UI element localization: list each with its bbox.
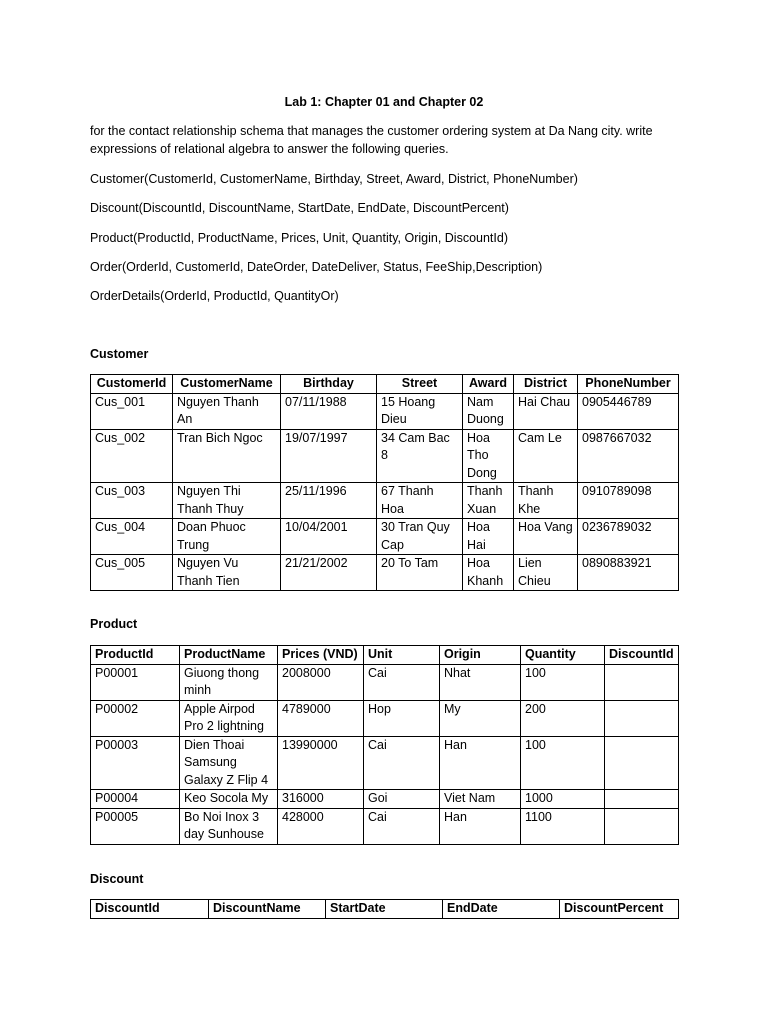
table-cell: P00002 bbox=[91, 700, 180, 736]
table-cell: Cus_002 bbox=[91, 429, 173, 483]
table-cell: Han bbox=[440, 736, 521, 790]
table-cell bbox=[605, 790, 679, 809]
schema-discount: Discount(DiscountId, DiscountName, StartDate, EndDate, DiscountPercent) bbox=[90, 201, 509, 215]
table-cell: Thanh Khe bbox=[514, 483, 578, 519]
table-cell: 67 Thanh Hoa bbox=[377, 483, 463, 519]
col-header: CustomerId bbox=[91, 375, 173, 394]
table-cell: 15 Hoang Dieu bbox=[377, 393, 463, 429]
table-cell: 21/21/2002 bbox=[281, 555, 377, 591]
table-cell: Cus_004 bbox=[91, 519, 173, 555]
schema-orderdetails: OrderDetails(OrderId, ProductId, QuantityOr) bbox=[90, 289, 339, 303]
table-cell: 20 To Tam bbox=[377, 555, 463, 591]
table-cell: 316000 bbox=[278, 790, 364, 809]
table-row bbox=[91, 429, 679, 483]
col-header: Award bbox=[463, 375, 514, 394]
table-cell: 30 Tran Quy Cap bbox=[377, 519, 463, 555]
table-cell: Thanh Xuan bbox=[463, 483, 514, 519]
table-cell: Apple Airpod Pro 2 lightning bbox=[180, 700, 278, 736]
intro-paragraph: for the contact relationship schema that manages the customer ordering system at Da Nang city. write expressions of relational algebra to answer the following queries. bbox=[90, 124, 653, 156]
table-cell: Cus_005 bbox=[91, 555, 173, 591]
col-header: Origin bbox=[440, 646, 521, 665]
table-cell: 200 bbox=[521, 700, 605, 736]
table-cell: Tran Bich Ngoc bbox=[173, 429, 281, 483]
table-cell: 13990000 bbox=[278, 736, 364, 790]
discount-header-row bbox=[91, 900, 679, 919]
schema-order: Order(OrderId, CustomerId, DateOrder, DateDeliver, Status, FeeShip,Description) bbox=[90, 260, 543, 274]
table-cell: 25/11/1996 bbox=[281, 483, 377, 519]
table-cell: Cai bbox=[364, 664, 440, 700]
table-cell: 4789000 bbox=[278, 700, 364, 736]
table-cell bbox=[605, 700, 679, 736]
table-row bbox=[91, 664, 679, 700]
table-cell: 1000 bbox=[521, 790, 605, 809]
col-header: StartDate bbox=[326, 900, 443, 919]
table-cell: Nguyen Vu Thanh Tien bbox=[173, 555, 281, 591]
table-cell: Nhat bbox=[440, 664, 521, 700]
discount-table bbox=[90, 899, 679, 919]
col-header: Street bbox=[377, 375, 463, 394]
table-row bbox=[91, 519, 679, 555]
col-header: Quantity bbox=[521, 646, 605, 665]
product-header-row bbox=[91, 646, 679, 665]
discount-heading: Discount bbox=[90, 872, 144, 886]
table-cell: Cus_001 bbox=[91, 393, 173, 429]
table-row bbox=[91, 483, 679, 519]
table-cell: 100 bbox=[521, 736, 605, 790]
table-cell: 0890883921 bbox=[578, 555, 679, 591]
table-cell: Hoa Tho Dong bbox=[463, 429, 514, 483]
table-cell: 0987667032 bbox=[578, 429, 679, 483]
table-cell: 2008000 bbox=[278, 664, 364, 700]
schema-customer: Customer(CustomerId, CustomerName, Birthday, Street, Award, District, PhoneNumber) bbox=[90, 172, 578, 186]
col-header: PhoneNumber bbox=[578, 375, 679, 394]
col-header: District bbox=[514, 375, 578, 394]
table-cell: My bbox=[440, 700, 521, 736]
table-cell bbox=[605, 736, 679, 790]
table-cell: 10/04/2001 bbox=[281, 519, 377, 555]
col-header: ProductName bbox=[180, 646, 278, 665]
table-cell: P00004 bbox=[91, 790, 180, 809]
table-row bbox=[91, 790, 679, 809]
table-cell: Hoa Hai bbox=[463, 519, 514, 555]
table-cell: 0236789032 bbox=[578, 519, 679, 555]
table-cell: Cai bbox=[364, 808, 440, 844]
col-header: EndDate bbox=[443, 900, 560, 919]
table-cell: Hoa Khanh bbox=[463, 555, 514, 591]
table-cell: Nguyen Thi Thanh Thuy bbox=[173, 483, 281, 519]
col-header: ProductId bbox=[91, 646, 180, 665]
table-cell: 0905446789 bbox=[578, 393, 679, 429]
table-cell: 0910789098 bbox=[578, 483, 679, 519]
col-header: Birthday bbox=[281, 375, 377, 394]
table-cell: P00005 bbox=[91, 808, 180, 844]
table-row bbox=[91, 700, 679, 736]
table-cell: Hoa Vang bbox=[514, 519, 578, 555]
table-row bbox=[91, 736, 679, 790]
table-cell: Viet Nam bbox=[440, 790, 521, 809]
table-cell: 1100 bbox=[521, 808, 605, 844]
table-cell: Nam Duong bbox=[463, 393, 514, 429]
table-cell: Cam Le bbox=[514, 429, 578, 483]
table-cell: 07/11/1988 bbox=[281, 393, 377, 429]
customer-heading: Customer bbox=[90, 347, 149, 361]
table-cell: Han bbox=[440, 808, 521, 844]
table-cell: Goi bbox=[364, 790, 440, 809]
table-cell bbox=[605, 664, 679, 700]
page-title: Lab 1: Chapter 01 and Chapter 02 bbox=[284, 95, 484, 109]
table-row bbox=[91, 393, 679, 429]
product-table bbox=[90, 645, 679, 845]
col-header: DiscountId bbox=[605, 646, 679, 665]
table-cell: Doan Phuoc Trung bbox=[173, 519, 281, 555]
product-heading: Product bbox=[90, 617, 138, 631]
table-cell: Keo Socola My bbox=[180, 790, 278, 809]
table-cell bbox=[605, 808, 679, 844]
table-cell: Hai Chau bbox=[514, 393, 578, 429]
table-cell: 34 Cam Bac 8 bbox=[377, 429, 463, 483]
col-header: Prices (VND) bbox=[278, 646, 364, 665]
table-cell: Lien Chieu bbox=[514, 555, 578, 591]
table-cell: Bo Noi Inox 3 day Sunhouse bbox=[180, 808, 278, 844]
customer-header-row bbox=[91, 375, 679, 394]
col-header: DiscountPercent bbox=[560, 900, 679, 919]
table-cell: Cai bbox=[364, 736, 440, 790]
table-cell: 100 bbox=[521, 664, 605, 700]
col-header: DiscountName bbox=[209, 900, 326, 919]
col-header: CustomerName bbox=[173, 375, 281, 394]
schema-product: Product(ProductId, ProductName, Prices, Unit, Quantity, Origin, DiscountId) bbox=[90, 231, 508, 245]
table-cell: Hop bbox=[364, 700, 440, 736]
col-header: Unit bbox=[364, 646, 440, 665]
table-cell: Cus_003 bbox=[91, 483, 173, 519]
table-cell: P00001 bbox=[91, 664, 180, 700]
table-row bbox=[91, 808, 679, 844]
col-header: DiscountId bbox=[91, 900, 209, 919]
table-cell: Giuong thong minh bbox=[180, 664, 278, 700]
table-cell: P00003 bbox=[91, 736, 180, 790]
customer-table bbox=[90, 374, 679, 591]
table-cell: 19/07/1997 bbox=[281, 429, 377, 483]
table-row bbox=[91, 555, 679, 591]
table-cell: Dien Thoai Samsung Galaxy Z Flip 4 bbox=[180, 736, 278, 790]
table-cell: 428000 bbox=[278, 808, 364, 844]
table-cell: Nguyen Thanh An bbox=[173, 393, 281, 429]
